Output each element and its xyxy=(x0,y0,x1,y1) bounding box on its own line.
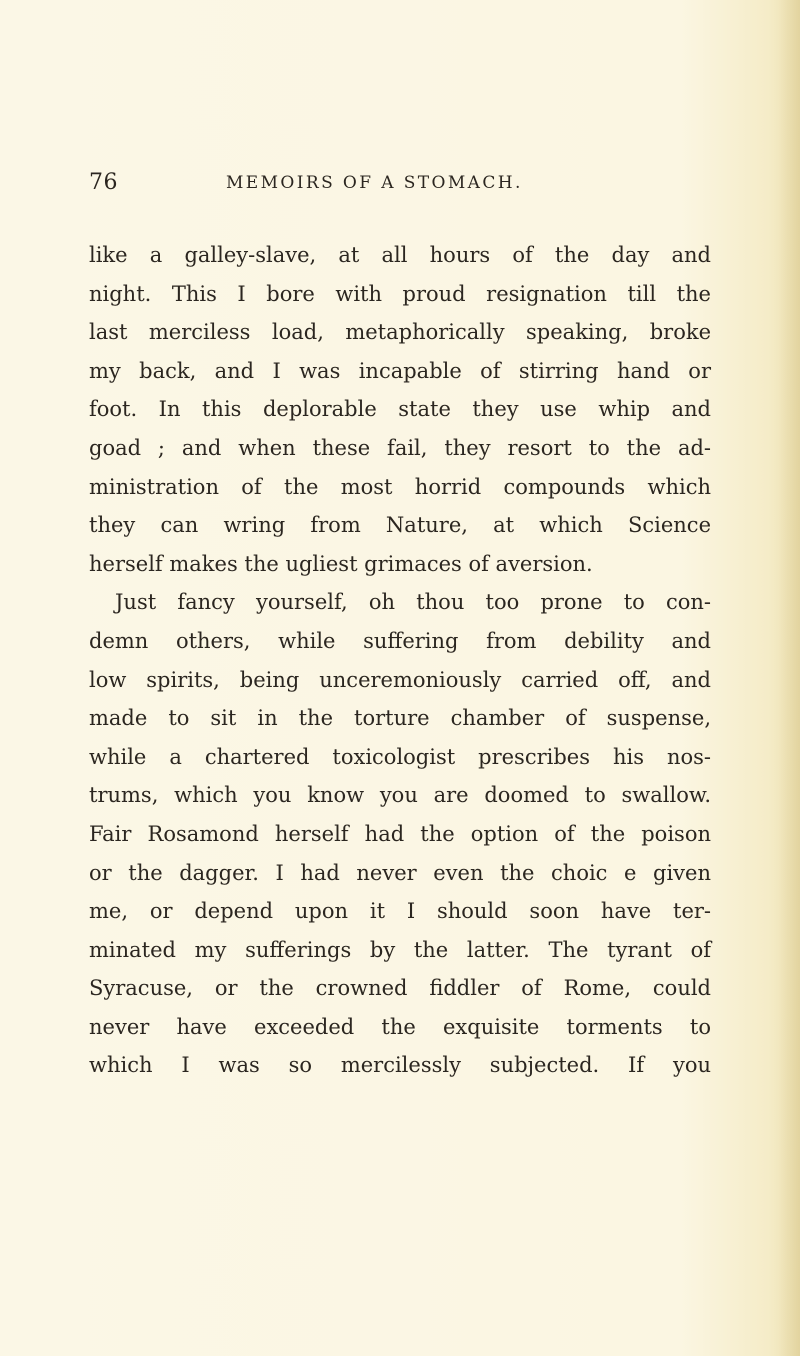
text-line: last merciless load, metaphorically speaking, broke xyxy=(89,320,711,345)
text-line: my back, and I was incapable of stirring hand or xyxy=(89,358,711,383)
text-line: while a chartered toxicologist prescribes his nos- xyxy=(89,744,711,769)
text-line: Just fancy yourself, oh thou too prone to con- xyxy=(115,590,711,615)
text-line: night. This I bore with proud resignation till the xyxy=(89,281,711,306)
text-line: goad ; and when these fail, they resort to the ad- xyxy=(89,435,711,460)
text-line: trums, which you know you are doomed to swallow. xyxy=(89,783,711,808)
text-line: which I was so mercilessly subjected. If you xyxy=(89,1053,711,1078)
text-line: Fair Rosamond herself had the option of the poison xyxy=(89,821,711,846)
text-line: low spirits, being unceremoniously carried off, and xyxy=(89,667,711,692)
running-head xyxy=(89,170,709,200)
text-line: they can wring from Nature, at which Science xyxy=(89,513,711,538)
text-line: Syracuse, or the crowned fiddler of Rome, could xyxy=(89,976,711,1001)
text-line: minated my sufferings by the latter. The tyrant of xyxy=(89,937,711,962)
text-line: foot. In this deplorable state they use whip and xyxy=(89,397,711,422)
text-line: ministration of the most horrid compounds which xyxy=(89,474,711,499)
text-line: demn others, while suffering from debility and xyxy=(89,628,711,653)
page-edge-shadow xyxy=(778,0,800,1356)
page-number: 76 xyxy=(89,170,118,195)
body-text xyxy=(89,236,711,1085)
text-line: herself makes the ugliest grimaces of aversion. xyxy=(89,551,593,576)
text-line: made to sit in the torture chamber of suspense, xyxy=(89,706,711,731)
text-line: never have exceeded the exquisite torments to xyxy=(89,1014,711,1039)
text-line: like a galley-slave, at all hours of the day and xyxy=(89,243,711,267)
text-line: me, or depend upon it I should soon have ter- xyxy=(89,899,711,924)
text-line: or the dagger. I had never even the choic e given xyxy=(89,860,711,885)
running-title: MEMOIRS OF A STOMACH. xyxy=(226,173,523,193)
